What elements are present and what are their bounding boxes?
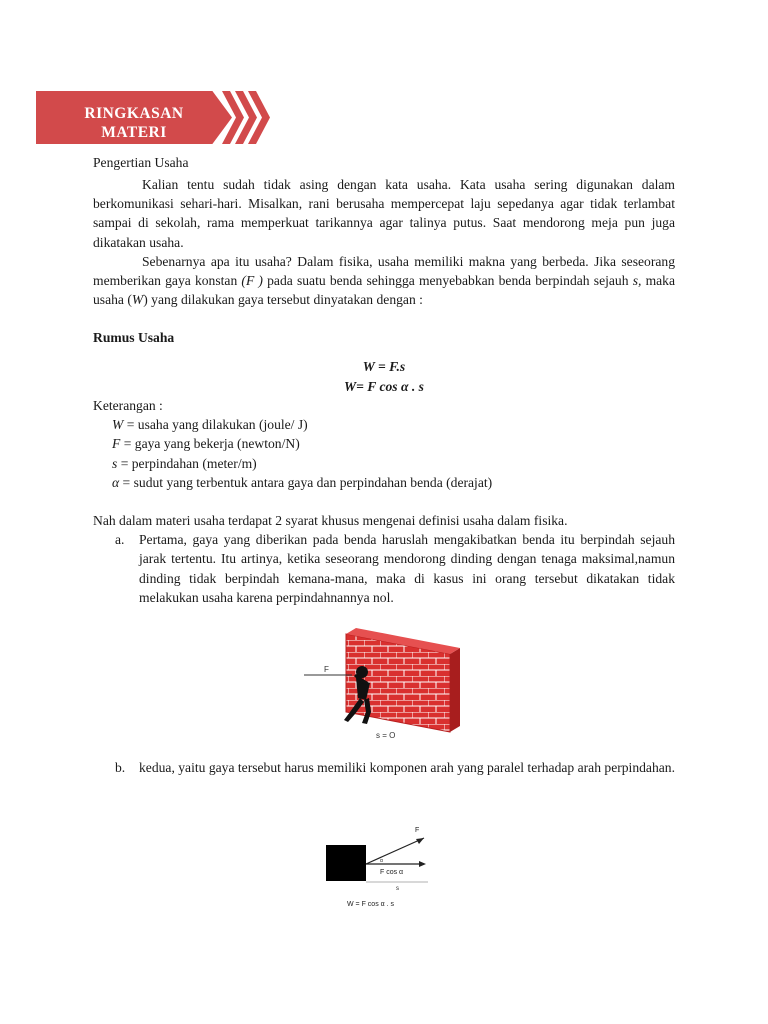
- wall-f-label: F: [324, 665, 329, 674]
- force-diagram-figure: [320, 820, 440, 912]
- banner-line-2: MATERI: [101, 124, 167, 141]
- ket-sym: s: [112, 456, 118, 471]
- paragraph-1: Kalian tentu sudah tidak asing dengan kata usaha. Kata usaha sering digunakan dalam berkomunikasi sehari-hari. Misalkan, rani berusaha mempercepat laju sepedanya agar tidak terlambat sampai di sekolah, rama memperkuat tarikannya agar talinya putus. Saat mendorong meja pun juga dikatakan usaha.: [93, 177, 675, 250]
- ket-sym: F: [112, 436, 121, 451]
- section-title: Pengertian Usaha: [93, 155, 189, 170]
- list-item-b: kedua, yaitu gaya tersebut harus memiliki komponen arah yang paralel terhadap arah perpindahan.: [139, 760, 675, 775]
- banner-title: [36, 104, 232, 142]
- formula-1: W = F.s: [362, 359, 406, 374]
- wall-push-figure: [300, 628, 466, 740]
- wall-s-label: s = O: [376, 731, 396, 740]
- keterangan-row-alpha: [112, 473, 492, 492]
- keterangan-title: Keterangan :: [93, 398, 163, 413]
- force-f-label: F: [415, 827, 420, 834]
- p2-f: (F ): [241, 273, 263, 289]
- p2-c: maka usaha (: [93, 273, 676, 308]
- list-marker-a: a.: [115, 532, 125, 547]
- ket-desc: = perpindahan (meter/m): [117, 456, 257, 471]
- p2-b: pada suatu benda sehingga menyebabkan benda berpindah sejauh: [262, 273, 633, 289]
- keterangan-row-w: [112, 415, 308, 434]
- ket-desc: = sudut yang terbentuk antara gaya dan perpindahan benda (derajat): [119, 475, 493, 490]
- rumus-title: Rumus Usaha: [93, 330, 175, 345]
- force-caption: W = F cos α . s: [347, 901, 395, 908]
- p2-a: Sebenarnya apa itu usaha? Dalam fisika, usaha memiliki makna yang berbeda. Jika seseorang memberikan gaya konstan: [93, 254, 675, 289]
- p2-s: s,: [632, 273, 642, 289]
- ket-sym: W: [112, 417, 124, 432]
- list-marker-b: b.: [115, 760, 126, 775]
- force-alpha-label: α: [380, 858, 383, 864]
- p2-d: ) yang dilakukan gaya tersebut dinyatakan dengan :: [143, 292, 423, 308]
- fcos-arrow-head: [419, 861, 426, 867]
- brick-wall-side: [450, 648, 460, 732]
- f-arrow: [366, 838, 424, 864]
- ket-desc: = gaya yang bekerja (newton/N): [120, 436, 300, 451]
- paragraph-2: [93, 252, 675, 310]
- ket-desc: = usaha yang dilakukan (joule/ J): [123, 417, 308, 432]
- keterangan-row-f: [112, 434, 300, 453]
- force-s-label: s: [396, 886, 399, 892]
- banner-line-1: RINGKASAN: [84, 105, 184, 122]
- syarat-intro: Nah dalam materi usaha terdapat 2 syarat khusus mengenai definisi usaha dalam fisika.: [93, 513, 568, 528]
- list-item-a: Pertama, gaya yang diberikan pada benda haruslah mengakibatkan benda itu berpindah sejauh jarak tertentu. Itu artinya, ketika seseorang mendorong dinding dengan tenaga maksimal,namun dinding tidak berpindah kemana-mana, maka di kasus ini orang tersebut dikatakan tidak melakukan usaha karena perpindahnannya nol.: [139, 532, 675, 606]
- ket-sym: α: [112, 475, 120, 490]
- formula-2: W= F cos α . s: [344, 379, 424, 394]
- p2-w: W: [131, 292, 144, 308]
- block-box: [326, 845, 366, 881]
- force-fcos-label: F cos α: [380, 869, 404, 876]
- f-arrow-head: [416, 838, 424, 844]
- keterangan-row-s: [112, 454, 257, 473]
